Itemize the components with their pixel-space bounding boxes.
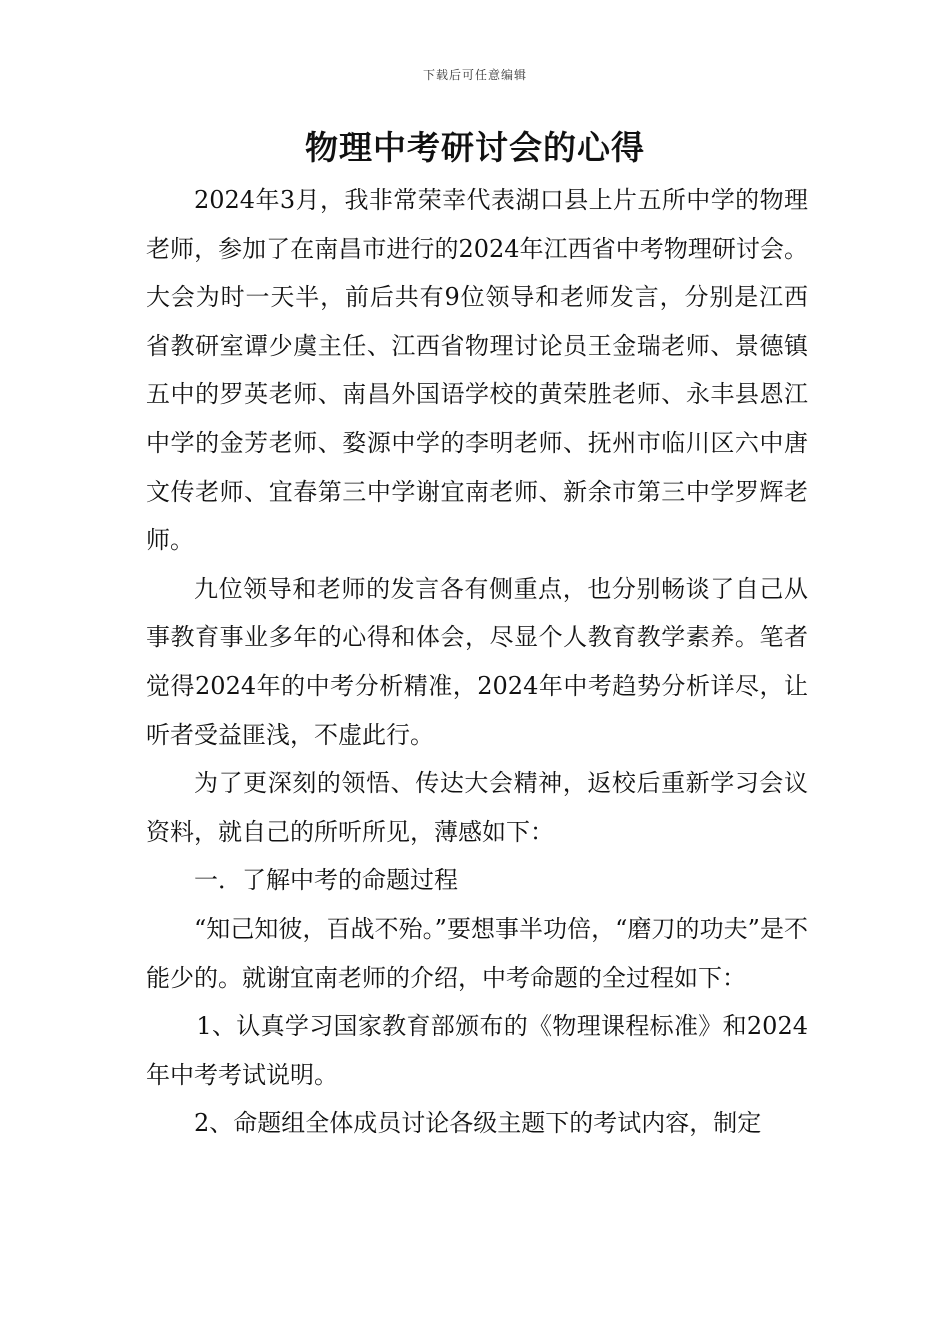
body-paragraph-1: 2024年3月，我非常荣幸代表湖口县上片五所中学的物理老师，参加了在南昌市进行的2024年江西省中考物理研讨会。大会为时一天半，前后共有9位领导和老师发言，分别是江西省教研室谭少虞主任、江西省物理讨论员王金瑞老师、景德镇五中的罗英老师、南昌外国语学校的黄荣胜老师、永丰县恩江中学的金芳老师、婺源中学的李明老师、抚州市临川区六中唐文传老师、宜春第三中学谢宜南老师、新余市第三中学罗辉老师。 — [146, 186, 808, 555]
section-heading: 一．了解中考的命题过程 — [194, 866, 458, 895]
body-paragraph-2: 九位领导和老师的发言各有侧重点，也分别畅谈了自己从事教育事业多年的心得和体会，尽显个人教育教学素养。笔者觉得2024年的中考分析精准，2024年中考趋势分析详尽，让听者受益匪浅，不虚此行。 — [146, 574, 808, 749]
document-title: 物理中考研讨会的心得 — [305, 128, 645, 167]
body-paragraph-3: 为了更深刻的领悟、传达大会精神，返校后重新学习会议资料，就自己的所听所见，薄感如下： — [146, 769, 808, 846]
section-paragraph-3: 2、命题组全体成员讨论各级主题下的考试内容，制定 — [194, 1109, 762, 1138]
section-paragraph-1: “知己知彼，百战不殆。”要想事半功倍，“磨刀的功夫”是不能少的。就谢宜南老师的介绍，中考命题的全过程如下： — [146, 914, 808, 992]
document-body — [146, 176, 808, 1148]
header-note: 下载后可任意编辑 — [422, 68, 527, 82]
section-paragraph-2: 1、认真学习国家教育部颁布的《物理课程标准》和2024年中考考试说明。 — [146, 1012, 808, 1089]
